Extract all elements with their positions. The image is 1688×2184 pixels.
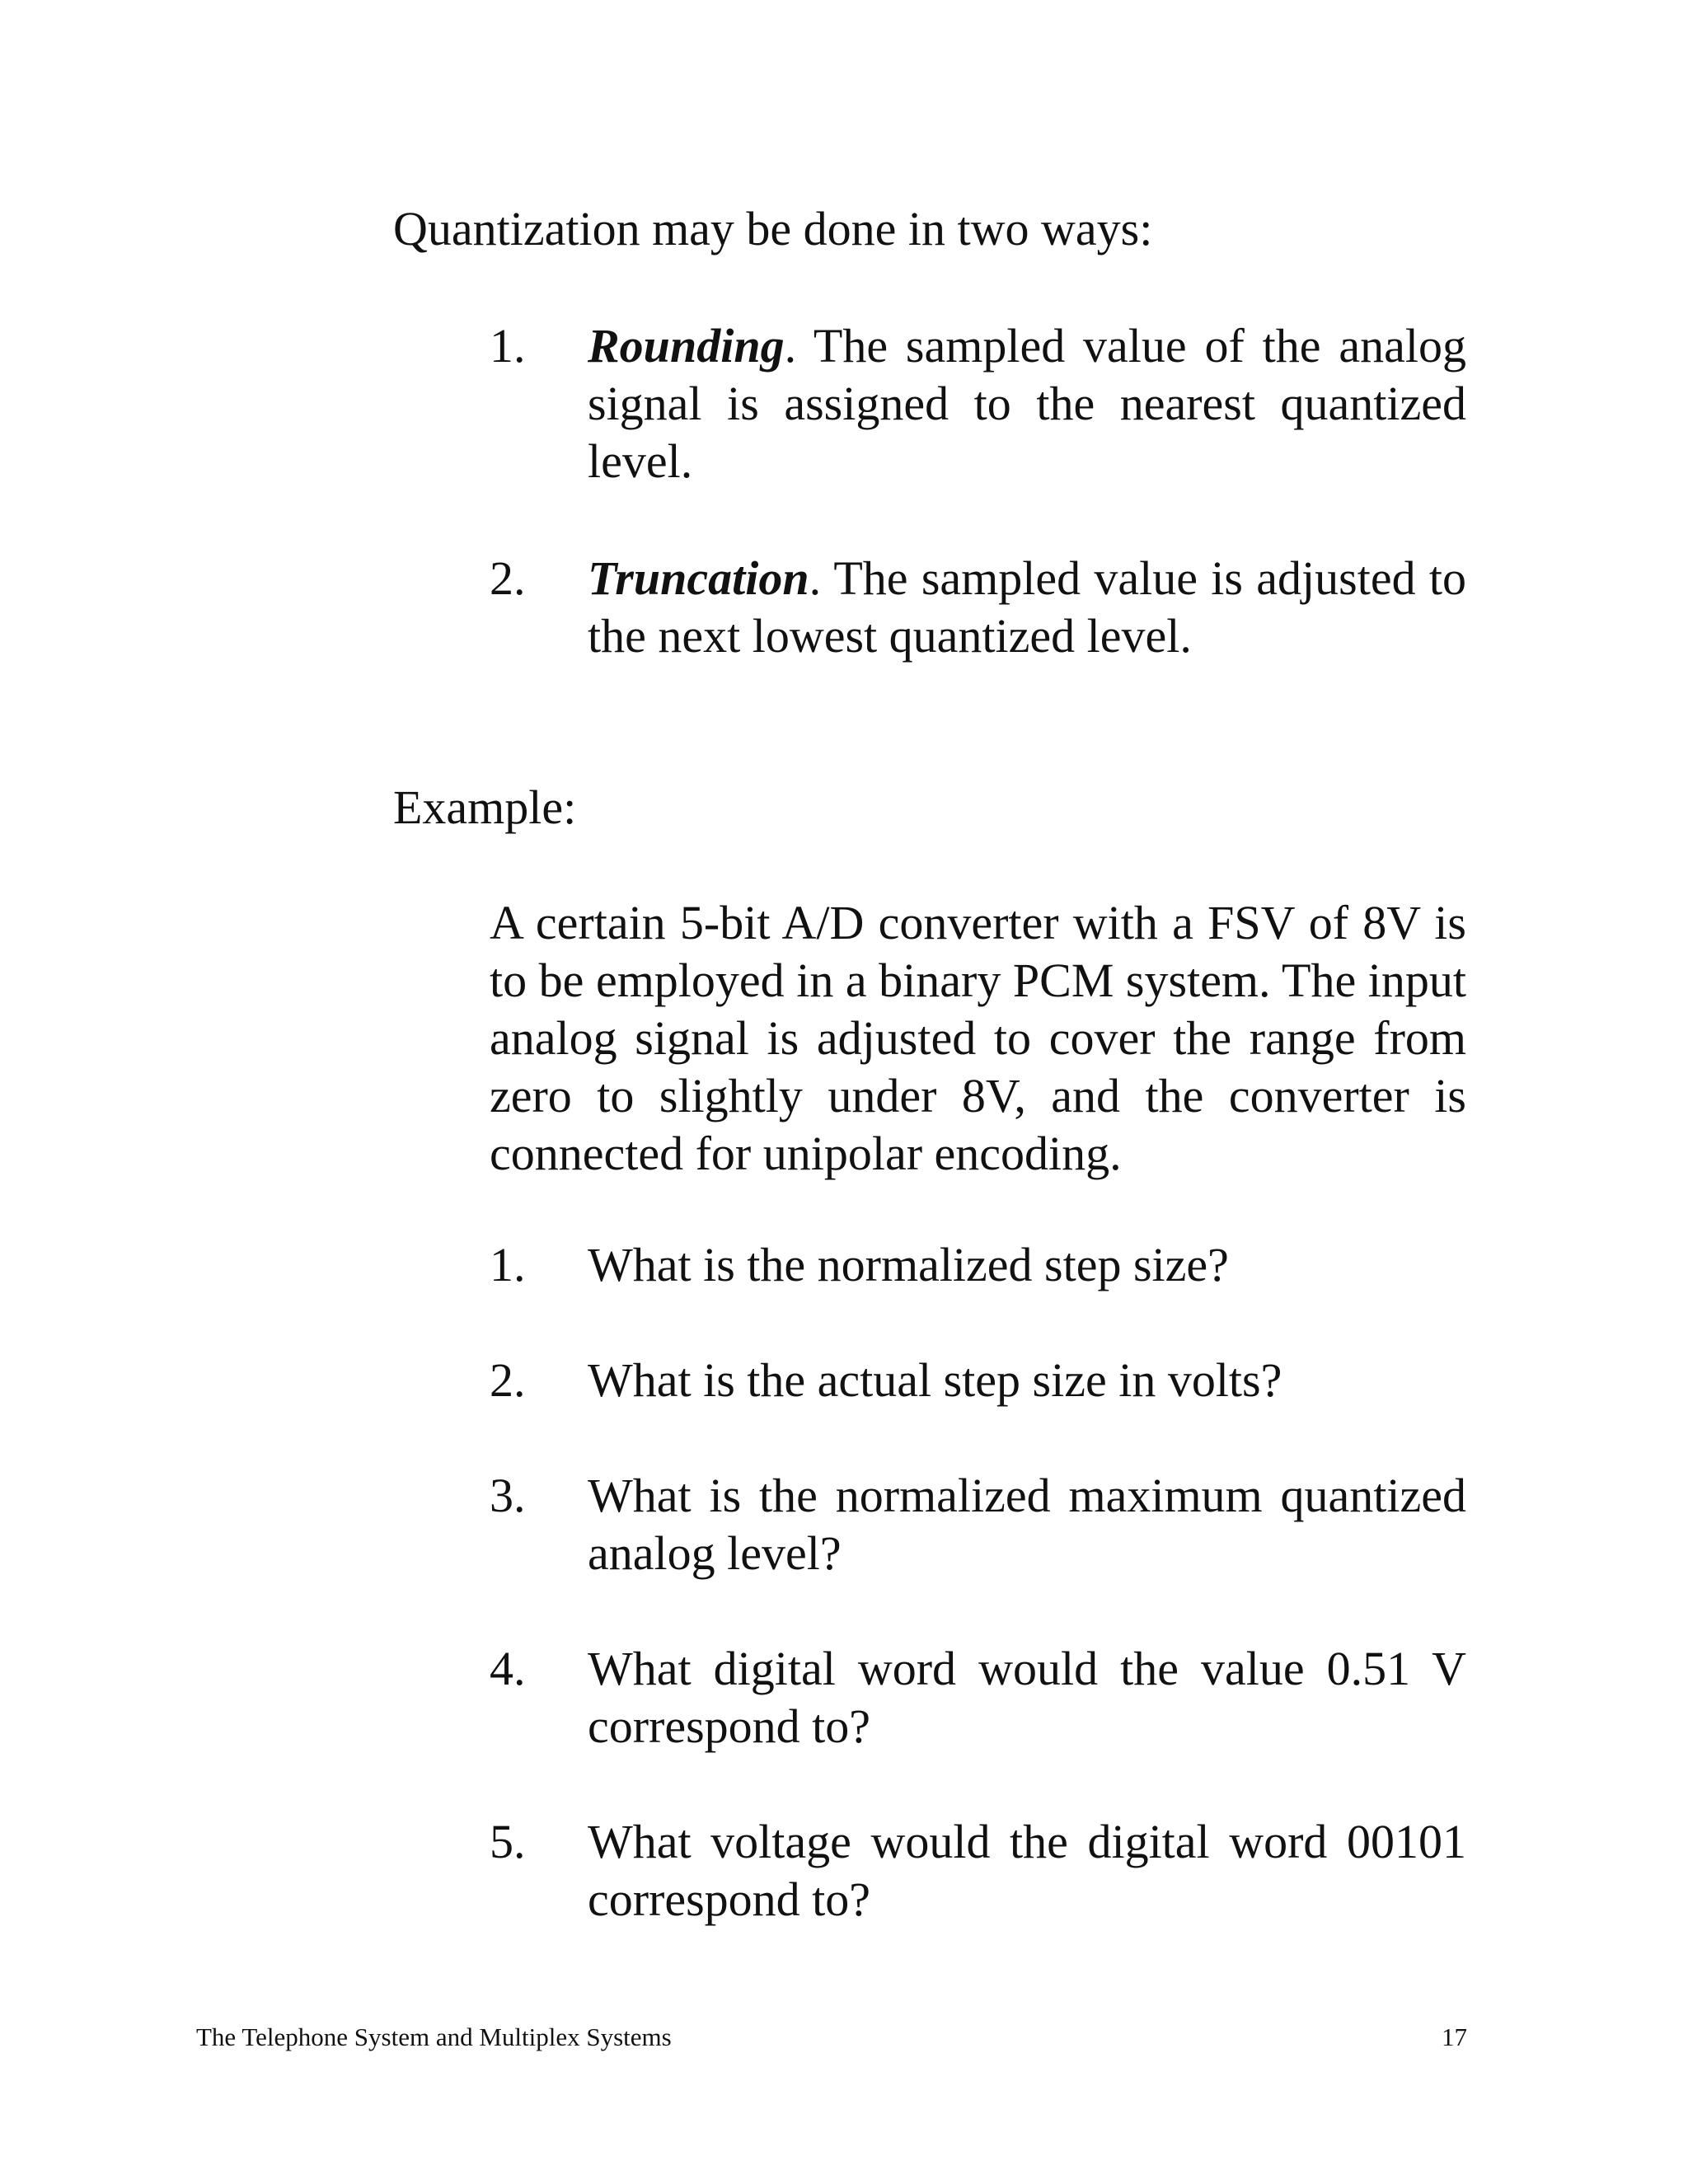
example-body: A certain 5-bit A/D converter with a FSV of 8V is to be employed in a binary PCM system. The input analog signal is adjusted to cover the range from zero to slightly under 8V, and the converter is connected for unipolar encoding. bbox=[490, 896, 1466, 1180]
question-1: What is the normalized step size? bbox=[588, 1238, 1229, 1291]
method-item-rounding bbox=[588, 317, 1466, 490]
method-item-truncation bbox=[588, 550, 1466, 665]
method-number-2: 2. bbox=[490, 551, 526, 605]
method-term-truncation: Truncation bbox=[588, 551, 809, 605]
question-2: What is the actual step size in volts? bbox=[588, 1353, 1282, 1407]
question-4: What digital word would the value 0.51 V correspond to? bbox=[588, 1642, 1466, 1753]
method-term-punct-2: . bbox=[809, 551, 822, 605]
page-number: 17 bbox=[1442, 2022, 1467, 2051]
question-number-4: 4. bbox=[490, 1642, 526, 1695]
method-text-truncation: The sampled value is adjusted to the next lowest quantized level. bbox=[588, 551, 1466, 663]
question-number-3: 3. bbox=[490, 1469, 526, 1522]
question-number-2: 2. bbox=[490, 1353, 526, 1407]
footer-title: The Telephone System and Multiplex Systems bbox=[196, 2022, 672, 2051]
question-number-5: 5. bbox=[490, 1815, 526, 1868]
method-term-punct-1: . bbox=[784, 319, 797, 373]
question-3: What is the normalized maximum quantized analog level? bbox=[588, 1469, 1466, 1580]
question-5: What voltage would the digital word 00101 correspond to? bbox=[588, 1815, 1466, 1926]
method-text-rounding: The sampled value of the analog signal is assigned to the nearest quantized level. bbox=[588, 319, 1466, 488]
question-number-1: 1. bbox=[490, 1238, 526, 1291]
example-heading: Example: bbox=[393, 780, 577, 834]
intro-text: Quantization may be done in two ways: bbox=[393, 202, 1153, 255]
method-term-rounding: Rounding bbox=[588, 319, 785, 373]
method-number-1: 1. bbox=[490, 319, 526, 373]
